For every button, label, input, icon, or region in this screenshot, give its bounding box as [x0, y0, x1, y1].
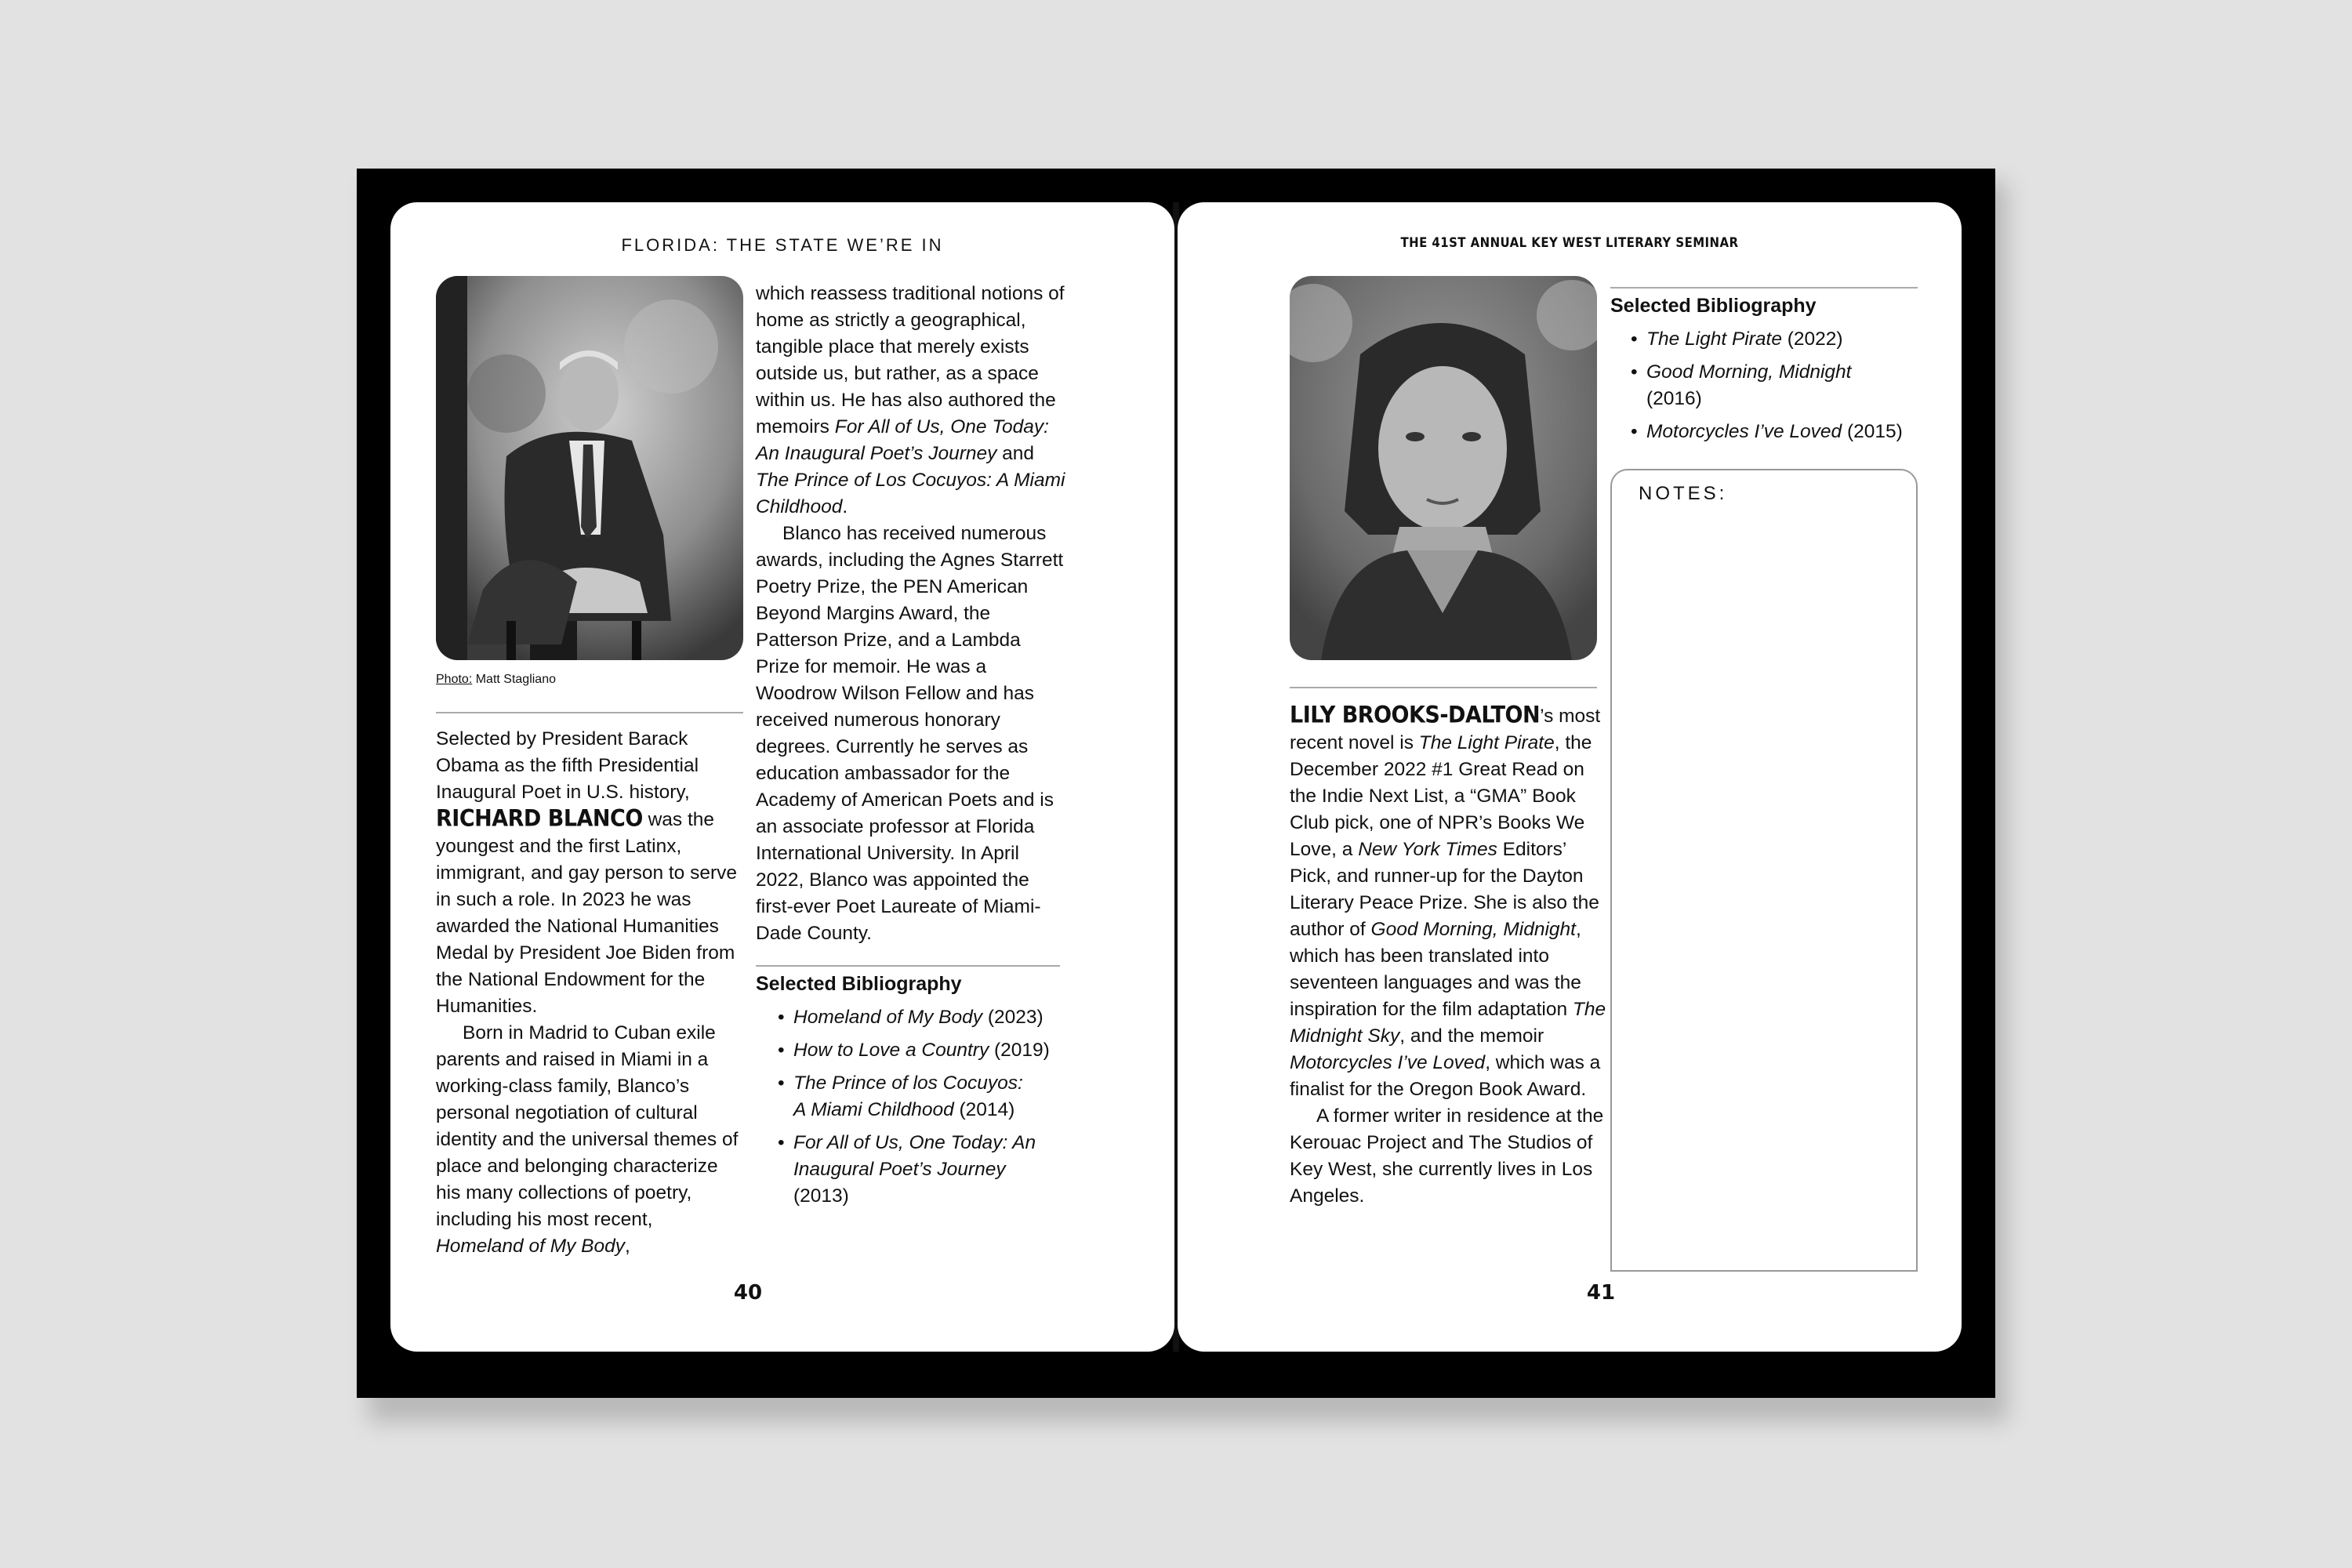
photo-richard-blanco	[436, 276, 743, 660]
divider-rule	[436, 712, 743, 713]
bio-paragraph: LILY BROOKS-DALTON’s most recent novel is The Light Pirate, the December 2022 #1 Great Read on the Indie Next List, a “GMA” Book Club pick, one of NPR’s Books We Love, a New York Times Editors’ Pick, and runner-up for the Dayton Literary Peace Prize. She is also the author of Good Morning, Midnight, which has been translated into seventeen languages and was the inspiration for the film adaptation The Midnight Sky, and the memoir Motorcycles I’ve Loved, which was a finalist for the Oregon Book Award.	[1290, 702, 1606, 1100]
bibliography-item: • Motorcycles I’ve Loved (2015)	[1624, 419, 1922, 445]
bio-column-1	[436, 726, 743, 1260]
divider-rule	[1290, 687, 1597, 688]
bibliography-item: • Homeland of My Body (2023)	[771, 1004, 1062, 1031]
bibliography-item: • Good Morning, Midnight (2016)	[1624, 359, 1875, 412]
bio-paragraph: A former writer in residence at the Kerouac Project and The Studios of Key West, she currently lives in Los Angeles.	[1290, 1105, 1604, 1207]
bibliography-heading: Selected Bibliography	[1610, 295, 1817, 317]
bibliography-list	[1624, 326, 1922, 452]
page-number: 41	[1586, 1281, 1616, 1305]
divider-rule	[1610, 287, 1918, 289]
author-name: RICHARD BLANCO	[436, 805, 643, 833]
running-head-right: THE 41ST ANNUAL KEY WEST LITERARY SEMINAR	[1400, 235, 1739, 251]
bibliography-list	[771, 1004, 1062, 1216]
photo-lily-brooks-dalton	[1290, 276, 1597, 660]
bibliography-item: • For All of Us, One Today: An Inaugural Poet’s Journey (2013)	[771, 1130, 1038, 1210]
bio-paragraph: which reassess traditional notions of home as strictly a geographical, tangible place that merely exists outside us, but rather, as a space within us. He has also authored the memoirs For All of Us, One Today: An Inaugural Poet’s Journey and The Prince of Los Cocuyos: A Miami Childhood.	[756, 283, 1065, 517]
bio-paragraph: Blanco has received numerous awards, including the Agnes Starrett Poetry Prize, the PEN American Beyond Margins Award, the Patterson Prize, and a Lambda Prize for memoir. He was a Woodrow Wilson Fellow and has received numerous honorary degrees. Currently he serves as education ambassador for the Academy of American Poets and is an associate professor at Florida International University. In April 2022, Blanco was appointed the first-ever Poet Laureate of Miami-Dade County.	[756, 523, 1064, 944]
bio-paragraph: Selected by President Barack Obama as the fifth Presidential Inaugural Poet in U.S. history, RICHARD BLANCO was the youngest and the first Latinx, immigrant, and gay person to serve in such a role. In 2023 he was awarded the National Humanities Medal by President Joe Biden from the National Endowment for the Humanities.	[436, 728, 738, 1017]
bibliography-item: • How to Love a Country (2019)	[771, 1037, 1062, 1064]
running-head-left: FLORIDA: THE STATE WE’RE IN	[621, 235, 944, 255]
author-name: LILY BROOKS-DALTON	[1290, 702, 1541, 729]
left-page	[390, 202, 1174, 1352]
right-page	[1178, 202, 1962, 1352]
bibliography-item: • The Light Pirate (2022)	[1624, 326, 1922, 353]
divider-rule	[756, 965, 1060, 967]
bibliography-heading: Selected Bibliography	[756, 973, 962, 995]
bio-column	[1290, 702, 1611, 1210]
bio-column-2	[756, 281, 1069, 947]
photo-credit: Photo: Matt Stagliano	[436, 673, 556, 686]
notes-box[interactable]	[1610, 469, 1918, 1272]
bibliography-item: • The Prince of los Cocuyos: A Miami Childhood (2014)	[771, 1070, 1030, 1123]
page-number: 40	[733, 1281, 763, 1305]
notes-label: NOTES:	[1639, 483, 1728, 504]
bio-paragraph: Born in Madrid to Cuban exile parents and raised in Miami in a working-class family, Blanco’s personal negotiation of cultural identity and the universal themes of place and belonging characterize his many collections of poetry, including his most recent, Homeland of My Body,	[436, 1022, 739, 1257]
